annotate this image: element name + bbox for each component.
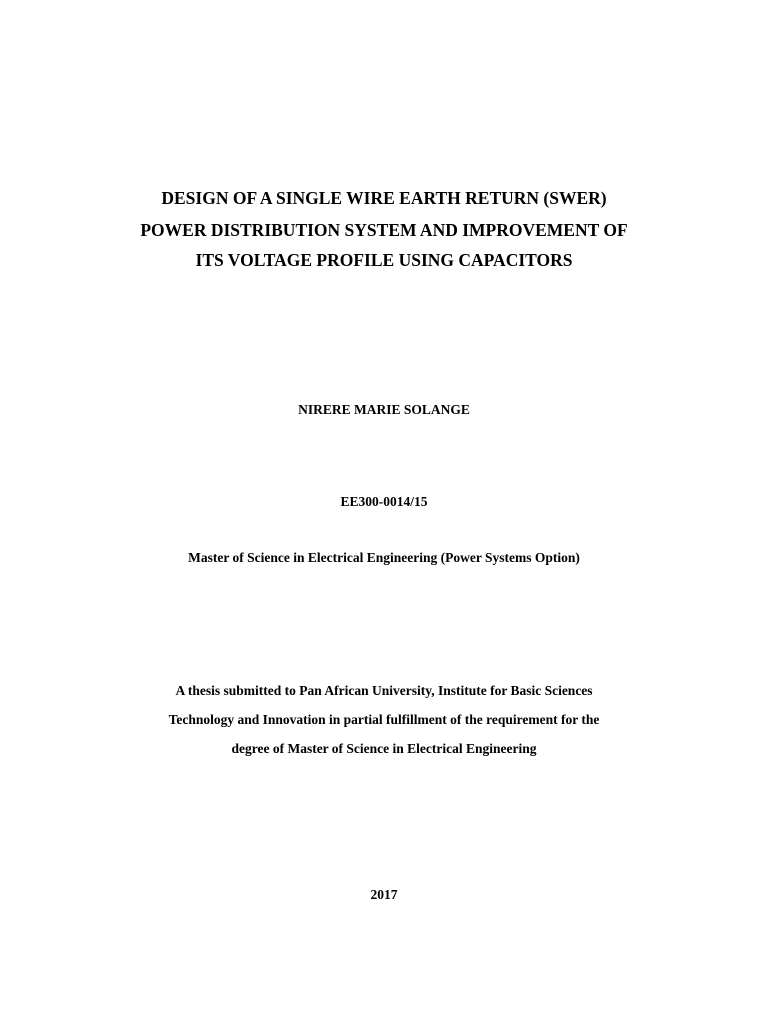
thesis-title-line-2: POWER DISTRIBUTION SYSTEM AND IMPROVEMENT OF: [140, 220, 628, 240]
submission-statement-line-1: A thesis submitted to Pan African University, Institute for Basic Sciences: [175, 683, 593, 698]
thesis-title-line-3: ITS VOLTAGE PROFILE USING CAPACITORS: [195, 250, 573, 270]
thesis-title-line-1: DESIGN OF A SINGLE WIRE EARTH RETURN (SWER): [161, 188, 607, 208]
submission-statement-line-3: degree of Master of Science in Electrical Engineering: [231, 741, 537, 756]
submission-year: 2017: [370, 887, 398, 902]
registration-number: EE300-0014/15: [340, 494, 428, 509]
author-name: NIRERE MARIE SOLANGE: [298, 402, 470, 417]
degree-programme: Master of Science in Electrical Engineering (Power Systems Option): [188, 550, 580, 565]
submission-statement-line-2: Technology and Innovation in partial fulfillment of the requirement for the: [168, 712, 600, 727]
